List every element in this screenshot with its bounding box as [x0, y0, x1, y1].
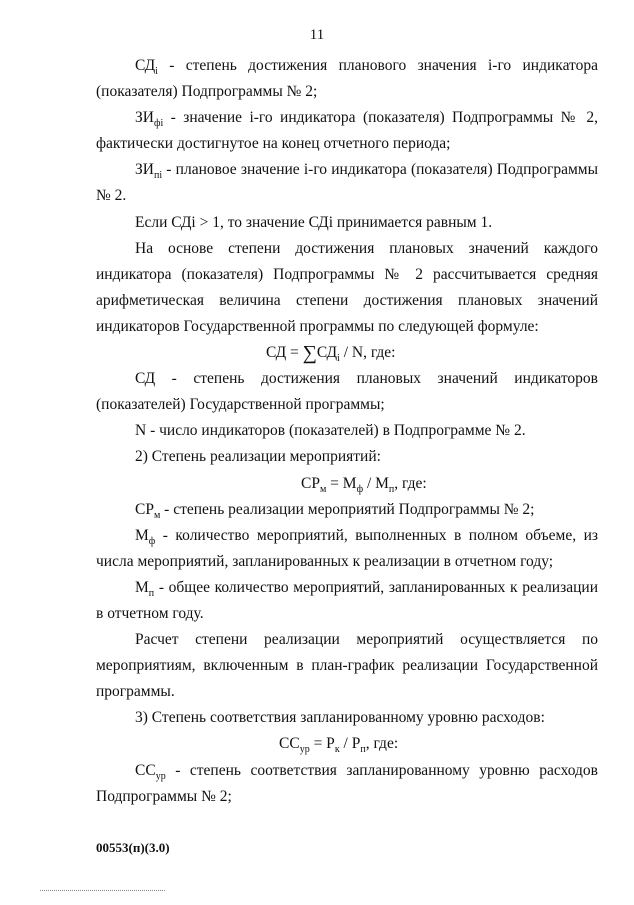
paragraph-zi-fi-definition: $ЗИ_{фi}$ - значение i-го индикатора (показателя) Подпрограммы № 2, фактически достигнутое на конец отчетного периода;: [96, 109, 598, 153]
paragraph-mp-definition: $М_п$ - общее количество мероприятий, запланированных к реализации в отчетном году.: [96, 578, 598, 622]
paragraph-section-3-heading: 3) Степень соответствия запланированному уровню расходов:: [135, 709, 545, 727]
page-number: 11: [309, 27, 325, 43]
paragraph-calculation-note: Расчет степени реализации мероприятий осуществляется по мероприятиям, включенным в план-график реализации Государственной программы.: [96, 631, 598, 701]
formula-sd: СД = $\sum СД_i$ / N, где:: [266, 342, 396, 365]
paragraph-ss-definition: $СС_{ур}$ - степень соответствия запланированному уровню расходов Подпрограммы № 2;: [96, 761, 598, 805]
paragraph-sd-limit: Если СДi > 1, то значение СДi принимается равным 1.: [135, 213, 493, 231]
formula-sr: $СР_м = М_ф / М_п$, где:: [301, 474, 427, 495]
paragraph-mf-definition: $М_ф$ - количество мероприятий, выполненных в полном объеме, из числа мероприятий, запланированных к реализации в отчетном году;: [96, 526, 598, 570]
paragraph-section-2-heading: 2) Степень реализации мероприятий:: [135, 448, 381, 466]
paragraph-sr-definition: $СР_м$ - степень реализации мероприятий Подпрограммы № 2;: [135, 500, 535, 521]
paragraph-average-intro: На основе степени достижения плановых значений каждого индикатора (показателя) Подпрограммы № 2 рассчитывается средняя арифметическая величина степени достижения плановых значений индикаторов Государственной программы по следующей формуле:: [96, 239, 598, 335]
paragraph-sd-definition: СД - степень достижения плановых значений индикаторов (показателей) Государственной программы;: [96, 370, 598, 414]
bottom-divider: [40, 890, 165, 891]
formula-ss: $СС_{ур} = Р_к / Р_п$, где:: [279, 735, 399, 756]
document-code: 00553(п)(3.0): [96, 840, 170, 855]
paragraph-sd-i-definition: $СД_i$ - степень достижения планового значения i-го индикатора (показателя) Подпрограммы № 2;: [96, 57, 598, 101]
document-body: [96, 53, 598, 810]
paragraph-n-definition: N - число индикаторов (показателей) в Подпрограмме № 2.: [135, 422, 526, 440]
paragraph-zi-pi-definition: $ЗИ_{пi}$ - плановое значение i-го индикатора (показателя) Подпрограммы № 2.: [96, 161, 598, 205]
